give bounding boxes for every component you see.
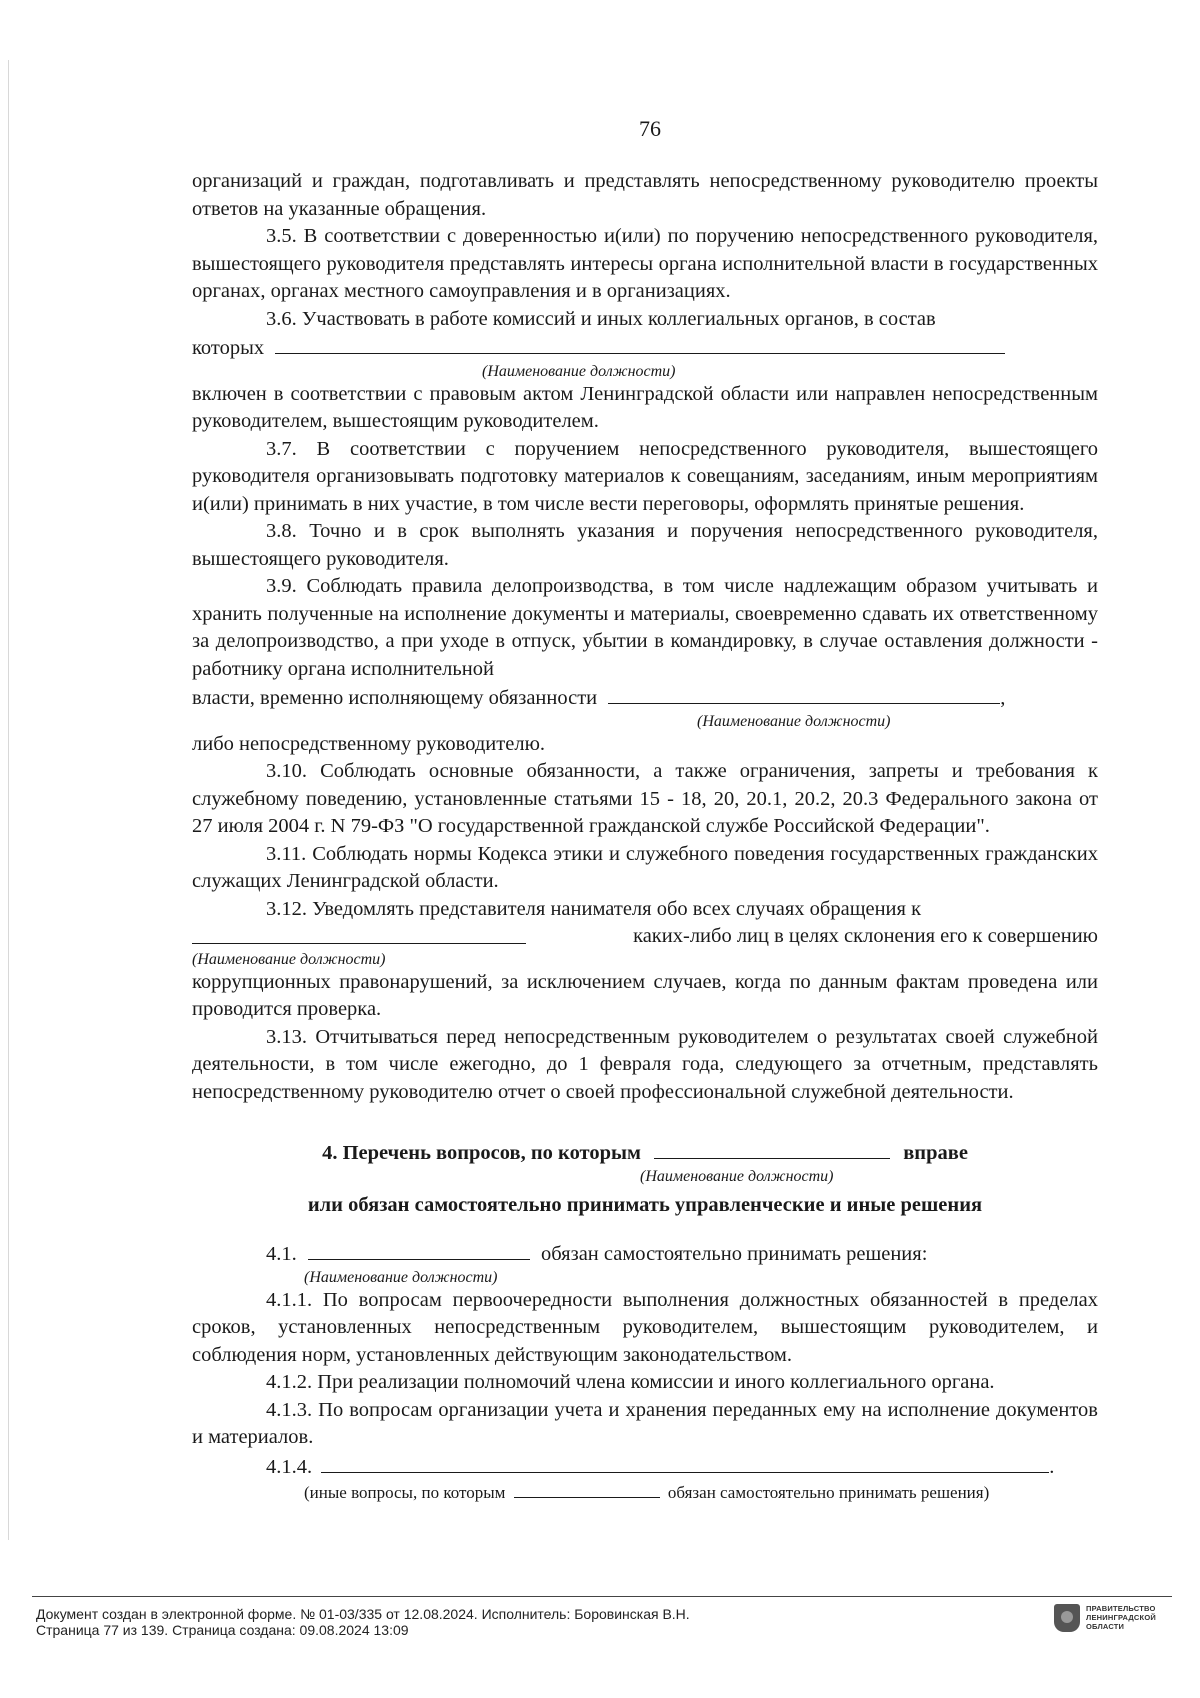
- paragraph-3-6-line2: [192, 333, 1098, 363]
- paragraph-4-1: [192, 1239, 1098, 1269]
- document-footer: [36, 1606, 690, 1638]
- paragraph-4-1-4: [192, 1452, 1098, 1482]
- logo-text: [1086, 1604, 1156, 1631]
- paragraph-3-6-which: которых: [192, 337, 265, 359]
- coat-of-arms-icon: [1054, 1604, 1080, 1632]
- position-blank-line: [654, 1138, 890, 1159]
- paragraph-3-12-text: каких-либо лиц в целях склонения его к совершению: [633, 925, 1098, 947]
- paragraph-4-1-4-dot: .: [1049, 1455, 1055, 1478]
- position-blank-line: [608, 683, 1000, 704]
- paragraph-3-10: 3.10. Соблюдать основные обязанности, а также ограничения, запреты и требования к служебному поведению, установленные статьями 15 - 18, 20, 20.1, 20.2, 20.3 Федерального закона от 27 июля 2004 г. N 79-ФЗ "О государственной гражданской службе Российской Федерации".: [192, 760, 1098, 837]
- paragraph-3-6-rest: включен в соответствии с правовым актом Ленинградской области или направлен непосредственным руководителем, вышестоящим руководителем.: [192, 382, 1098, 432]
- document-body: [192, 168, 1098, 1503]
- section-4-title: [192, 1138, 1098, 1168]
- paragraph-4-1-4-number: 4.1.4.: [266, 1455, 313, 1478]
- paragraph-3-6-line1: 3.6. Участвовать в работе комиссий и иных коллегиальных органов, в состав: [266, 307, 936, 330]
- other-issues-note-b: обязан самостоятельно принимать решения): [667, 1483, 990, 1502]
- section-4-title-b: вправе: [903, 1142, 968, 1164]
- position-caption: (Наименование должности): [192, 950, 386, 968]
- position-caption: (Наименование должности): [482, 362, 676, 380]
- paragraph-3-13: 3.13. Отчитываться перед непосредственным руководителем о результатах своей служебной деятельности, в том числе ежегодно, до 1 февраля года, следующего за отчетным, представлять непосредственному руководителю отчет о своей профессиональной служебной деятельности.: [192, 1025, 1098, 1103]
- position-caption: (Наименование должности): [697, 712, 891, 730]
- other-issues-note-a: (иные вопросы, по которым: [304, 1483, 506, 1502]
- paragraph-intro: организаций и граждан, подготавливать и представлять непосредственному руководителю проекты ответов на указанные обращения.: [192, 170, 1098, 220]
- footer-divider: [32, 1596, 1172, 1597]
- paragraph-3-11: 3.11. Соблюдать нормы Кодекса этики и служебного поведения государственных гражданских служащих Ленинградской области.: [192, 842, 1098, 892]
- paragraph-3-9-text: власти, временно исполняющему обязанности: [192, 687, 598, 709]
- position-blank-line: [514, 1481, 660, 1498]
- section-4-title-a: 4. Перечень вопросов, по которым: [322, 1142, 641, 1164]
- footer-line-2: Страница 77 из 139. Страница создана: 09.08.2024 13:09: [36, 1622, 409, 1638]
- paragraph-3-5: 3.5. В соответствии с доверенностью и(или) по поручению непосредственного руководителя, вышестоящего руководителя представлять интересы органа исполнительной власти в государственных органах, органах местного самоуправления и в организациях.: [192, 225, 1098, 302]
- footer-line-1: Документ создан в электронной форме. № 01-03/335 от 12.08.2024. Исполнитель: Боровинская В.Н.: [36, 1606, 690, 1622]
- position-blank-line: [275, 333, 1005, 354]
- paragraph-3-7: 3.7. В соответствии с поручением непосредственного руководителя, вышестоящего руководителя организовывать подготовку материалов к совещаниям, заседаниям, иным мероприятиям и(или) принимать в них участие, в том числе вести переговоры, оформлять принятые решения.: [192, 437, 1098, 515]
- paragraph-4-1-number: 4.1.: [266, 1243, 297, 1265]
- section-4-subtitle: или обязан самостоятельно принимать управленческие и иные решения: [307, 1193, 983, 1216]
- paragraph-3-9-line: [192, 683, 1098, 713]
- paragraph-3-9-rest: либо непосредственному руководителю.: [192, 732, 546, 755]
- issues-blank-line: [321, 1452, 1049, 1473]
- other-issues-note: [192, 1481, 1098, 1503]
- paragraph-4-1-1: 4.1.1. По вопросам первоочередности выполнения должностных обязанностей в пределах сроков, установленных непосредственным руководителем, вышестоящим руководителем, и соблюдения норм, установленных действующим законодательством.: [192, 1288, 1098, 1366]
- paragraph-3-12-line: [192, 923, 1098, 951]
- paragraph-4-1-3: 4.1.3. По вопросам организации учета и хранения переданных ему на исполнение документов и материалов.: [192, 1398, 1098, 1448]
- paragraph-3-8: 3.8. Точно и в срок выполнять указания и поручения непосредственного руководителя, вышестоящего руководителя.: [192, 520, 1098, 570]
- position-caption: (Наименование должности): [304, 1268, 498, 1286]
- paragraph-3-9: 3.9. Соблюдать правила делопроизводства, в том числе надлежащим образом учитывать и хранить полученные на исполнение документы и материалы, своевременно сдавать их ответственному за делопроизводство, а при уходе в отпуск, убытии в командировку, в случае оставления должности - работнику органа исполнительной: [192, 575, 1098, 680]
- logo-text-line-1: ПРАВИТЕЛЬСТВО: [1086, 1604, 1156, 1613]
- paragraph-3-12-rest: коррупционных правонарушений, за исключением случаев, когда по данным фактам проведена или проводится проверка.: [192, 970, 1098, 1020]
- paragraph-4-1-2: 4.1.2. При реализации полномочий члена комиссии и иного коллегиального органа.: [266, 1371, 995, 1393]
- scan-edge-line: [8, 60, 9, 1540]
- government-logo: [1054, 1604, 1156, 1632]
- logo-text-line-3: ОБЛАСТИ: [1086, 1622, 1125, 1631]
- section-spacer: [192, 1106, 1098, 1138]
- position-caption: (Наименование должности): [640, 1167, 834, 1185]
- paragraph-3-9-comma: ,: [1000, 687, 1006, 709]
- section-spacer: [192, 1219, 1098, 1239]
- position-blank-line: [308, 1239, 530, 1260]
- logo-text-line-2: ЛЕНИНГРАДСКОЙ: [1086, 1613, 1156, 1622]
- position-blank-line: [192, 923, 526, 944]
- paragraph-4-1-text: обязан самостоятельно принимать решения:: [541, 1243, 928, 1265]
- paragraph-3-12: 3.12. Уведомлять представителя нанимателя обо всех случаях обращения к: [266, 897, 922, 920]
- page-number: 76: [639, 116, 661, 141]
